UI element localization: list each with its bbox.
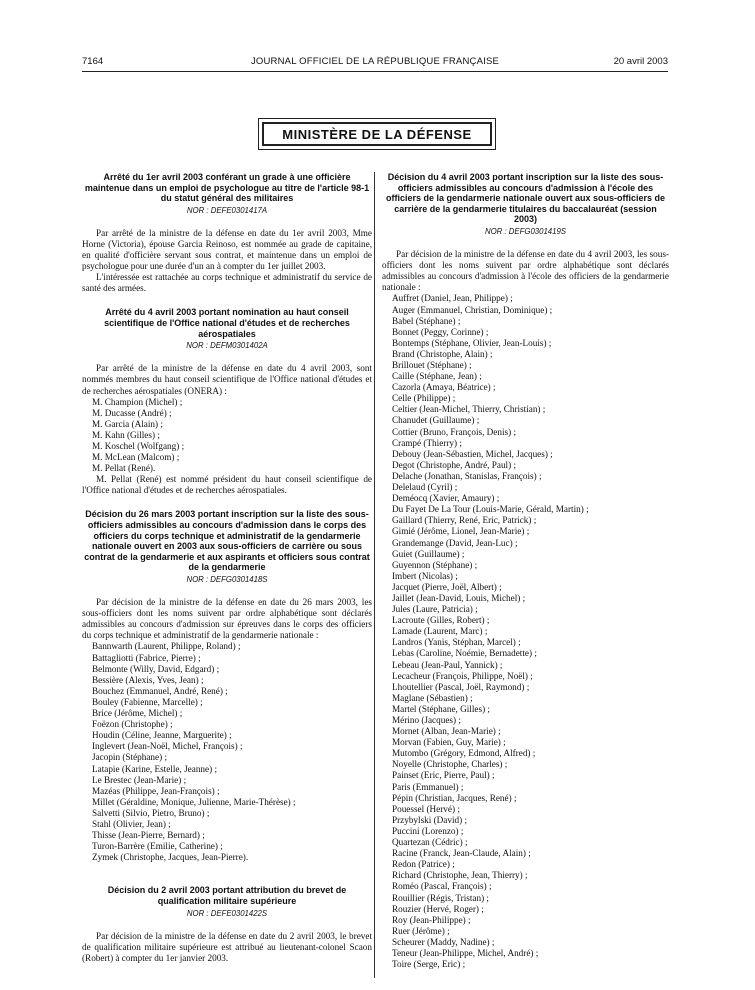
publication-date: 20 avril 2003 — [613, 56, 668, 67]
list-item: Lhoutellier (Pascal, Joël, Raymond) ; — [392, 681, 530, 692]
list-item: Salvetti (Silvio, Pietro, Bruno) ; — [92, 807, 210, 818]
list-item: Cazorla (Amaya, Béatrice) ; — [392, 382, 496, 393]
list-item: Mutombo (Grégory, Edmond, Alfred) ; — [392, 748, 536, 759]
list-item: Stahl (Olivier, Jean) ; — [92, 818, 171, 829]
paragraph: L'intéressée est rattachée au corps technique et administratif du service de santé des armées. — [82, 272, 372, 294]
list-item: Bontemps (Stéphane, Olivier, Jean-Louis) ; — [392, 337, 552, 348]
decision-military-qualification — [82, 885, 372, 964]
list-item: Battagliotti (Fabrice, Pierre) ; — [92, 652, 201, 663]
list-item: Racine (Franck, Jean-Claude, Alain) ; — [392, 848, 531, 859]
list-item: Brice (Jérôme, Michel) ; — [92, 708, 183, 719]
list-item: Guyennon (Stéphane) ; — [392, 559, 478, 570]
list-item: Bonnet (Peggy, Corinne) ; — [392, 326, 489, 337]
list-item: Foëzon (Christophe) ; — [92, 719, 173, 730]
list-item: Imbert (Nicolas) ; — [392, 570, 458, 581]
names-list — [382, 293, 669, 970]
list-item: Bouley (Fabienne, Marcelle) ; — [92, 696, 203, 707]
list-item: Delache (Jonathan, Stanislas, François) ; — [392, 470, 542, 481]
list-item: Landros (Yanis, Stéphan, Marcel) ; — [392, 637, 521, 648]
list-item: Le Brestec (Jean-Marie) ; — [92, 774, 187, 785]
list-item: Debouy (Jean-Sébastien, Michel, Jacques) ; — [392, 448, 553, 459]
list-item: Mornet (Alban, Jean-Marie) ; — [392, 726, 501, 737]
list-item: M. Champion (Michel) ; — [92, 396, 183, 407]
nor-reference: NOR : DEFM0301402A — [186, 341, 268, 351]
ministry-box — [258, 118, 496, 150]
list-item: Latapie (Karine, Estelle, Jeanne) ; — [92, 763, 217, 774]
list-item: Turon-Barrère (Emilie, Catherine) ; — [92, 841, 223, 852]
paragraph: M. Pellat (René) est nommé président du haut conseil scientifique de l'Office national d'études et de recherches aérospatiales. — [82, 474, 372, 496]
list-item: Celtier (Jean-Michel, Thierry, Christian) ; — [392, 404, 546, 415]
list-item: Millet (Géraldine, Monique, Julienne, Marie-Thérèse) ; — [92, 796, 296, 807]
section-title: Arrêté du 1er avril 2003 conférant un grade à une officière maintenue dans un emploi de psychologue au titre de l'article 98-1 du statut général des militaires — [84, 172, 370, 204]
list-item: Bessière (Alexis, Yves, Jean) ; — [92, 674, 204, 685]
list-item: Thisse (Jean-Pierre, Bernard) ; — [92, 830, 205, 841]
list-item: Degot (Christophe, André, Paul) ; — [392, 459, 517, 470]
list-item: M. Koschel (Wolfgang) ; — [92, 440, 185, 451]
list-item: Brand (Christophe, Alain) ; — [392, 348, 493, 359]
section-title: Décision du 2 avril 2003 portant attribution du brevet de qualification militaire supérieure — [107, 885, 347, 906]
list-item: Martel (Stéphane, Gilles) ; — [392, 703, 490, 714]
section-title: Arrêté du 4 avril 2003 portant nomination au haut conseil scientifique de l'Office national d'études et de recherches aérospatiales — [104, 307, 350, 339]
paragraph: Par décision de la ministre de la défense en date du 2 avril 2003, le brevet de qualification militaire supérieure est attribué au lieutenant-colonel Scaon (Robert) à compter du 1er janvier 2003. — [82, 930, 372, 963]
list-item: Toire (Serge, Eric) ; — [392, 959, 466, 970]
header-rule — [82, 71, 668, 72]
list-item: Delelaud (Cyril) ; — [392, 482, 458, 493]
decision-officers-school — [382, 172, 669, 970]
list-item: Brillouet (Stéphane) ; — [392, 360, 472, 370]
list-item: Caille (Stéphane, Jean) ; — [392, 371, 482, 382]
page-number: 7164 — [82, 56, 104, 67]
decree-psychologist — [82, 172, 372, 294]
list-item: Pouessel (Hervé) ; — [392, 803, 460, 814]
list-item: Auffret (Daniel, Jean, Philippe) ; — [392, 293, 513, 304]
page-header — [82, 54, 668, 70]
list-item: Grandemange (David, Jean-Luc) ; — [392, 537, 518, 548]
list-item: Belmonte (Willy, David, Edgard) ; — [92, 663, 220, 674]
list-item: Lacroute (Gilles, Robert) ; — [392, 615, 490, 626]
list-item: Deméocq (Xavier, Amaury) ; — [392, 493, 500, 504]
column-divider — [374, 172, 375, 978]
members-list — [82, 397, 372, 475]
decision-technical-corps — [82, 509, 372, 863]
list-item: Redon (Patrice) ; — [392, 859, 455, 870]
list-item: M. Pellat (René). — [92, 463, 156, 474]
list-item: Cottier (Bruno, François, Denis) ; — [392, 426, 517, 437]
list-item: Jacopin (Stéphane) ; — [92, 752, 168, 763]
list-item: Scheurer (Maddy, Nadine) ; — [392, 936, 495, 947]
list-item: Lamade (Laurent, Marc) ; — [392, 626, 488, 637]
list-item: Chanudet (Guillaume) ; — [392, 415, 480, 426]
nor-reference: NOR : DEFG0301418S — [186, 575, 268, 584]
list-item: Puccini (Lorenzo) ; — [392, 825, 464, 836]
list-item: Richard (Christophe, Jean, Thierry) ; — [392, 870, 528, 881]
nor-reference: NOR : DEFE0301417A — [186, 205, 268, 215]
list-item: Gimié (Jérôme, Lionel, Jean-Marie) ; — [392, 526, 530, 537]
nor-reference: NOR : DEFE0301422S — [186, 908, 268, 918]
list-item: Roy (Jean-Philippe) ; — [392, 914, 471, 925]
list-item: Pépin (Christian, Jacques, René) ; — [392, 792, 517, 803]
list-item: Inglevert (Jean-Noël, Michel, François) ; — [92, 741, 243, 752]
paragraph: Par arrêté de la ministre de la défense en date du 1er avril 2003, Mme Horne (Victoria), épouse Garcia Reinoso, est nommée au grade de capitaine, en qualité d'officière servant sous contrat, et maintenue dans un emploi de psychologue pour une durée d'un an à compter du 1er juillet 2003. — [82, 227, 372, 272]
list-item: Morvan (Fabien, Guy, Marie) ; — [392, 737, 506, 748]
paragraph: Par arrêté de la ministre de la défense en date du 4 avril 2003, sont nommés membres du haut conseil scientifique de l'Office national d'études et de recherches aérospatiales (ONERA) : — [82, 363, 372, 396]
list-item: Du Fayet De La Tour (Louis-Marie, Gérald, Martin) ; — [392, 504, 589, 515]
list-item: Houdin (Céline, Jeanne, Marguerite) ; — [92, 730, 232, 741]
list-item: Noyelle (Christophe, Charles) ; — [392, 759, 508, 770]
list-item: Teneur (Jean-Philippe, Michel, André) ; — [392, 947, 539, 958]
list-item: Bouchez (Emmanuel, André, René) ; — [92, 685, 228, 696]
list-item: Lecacheur (François, Philippe, Noël) ; — [392, 670, 533, 681]
list-item: M. Garcia (Alain) ; — [92, 418, 163, 429]
list-item: Quartezan (Cédric) ; — [392, 837, 468, 848]
list-item: Przybylski (David) ; — [392, 814, 468, 825]
list-item: Roméo (Pascal, François) ; — [392, 881, 492, 892]
list-item: Mérino (Jacques) ; — [392, 715, 461, 725]
list-item: Bannwarth (Laurent, Philippe, Roland) ; — [92, 641, 241, 652]
right-column — [382, 172, 669, 970]
nor-reference: NOR : DEFG0301419S — [484, 226, 567, 236]
section-title: Décision du 4 avril 2003 portant inscription sur la liste des sous-officiers admissibles au concours d'admission à l'école des officiers de la gendarmerie nationale ouvert aux sous-officiers de carrière de la gendarmerie titulaires du baccalauréat (session 2003) — [385, 172, 666, 225]
journal-title: JOURNAL OFFICIEL DE LA RÉPUBLIQUE FRANÇAISE — [250, 56, 500, 67]
list-item: Crampé (Thierry) ; — [392, 437, 462, 448]
list-item: Rouillier (Régis, Tristan) ; — [392, 892, 489, 903]
list-item: Mazéas (Philippe, Jean-François) ; — [92, 785, 220, 796]
list-item: Lebas (Caroline, Noémie, Bernadette) ; — [392, 648, 537, 659]
paragraph: Par décision de la ministre de la défense en date du 4 avril 2003, les sous-officiers dont les noms suivent par ordre alphabétique sont déclarés admissibles au concours d'admission à l'école des officiers de la gendarmerie nationale : — [382, 249, 669, 293]
list-item: Gaillard (Thierry, René, Eric, Patrick) ; — [392, 515, 537, 526]
list-item: Ruer (Jérôme) ; — [392, 925, 450, 936]
list-item: Zymek (Christophe, Jacques, Jean-Pierre). — [92, 852, 249, 863]
list-item: Auger (Emmanuel, Christian, Dominique) ; — [392, 304, 553, 315]
list-item: Rouzier (Hervé, Roger) ; — [392, 903, 484, 914]
list-item: Painset (Eric, Pierre, Paul) ; — [392, 770, 495, 781]
paragraph: Par décision de la ministre de la défense en date du 26 mars 2003, les sous-officiers dont les noms suivent par ordre alphabétique sont déclarés admissibles au concours d'admission sur épreuves dans le corps des officiers du corps technique et administratif de la gendarmerie nationale : — [82, 597, 372, 641]
list-item: Jules (Laure, Patricia) ; — [392, 604, 478, 615]
ministry-title: MINISTÈRE DE LA DÉFENSE — [262, 122, 492, 146]
names-list — [82, 641, 372, 863]
list-item: Guiet (Guillaume) ; — [392, 548, 465, 559]
list-item: M. Ducasse (André) ; — [92, 407, 172, 418]
list-item: Maglane (Sébastien) ; — [392, 692, 473, 703]
decree-onera — [82, 307, 372, 496]
section-title: Décision du 26 mars 2003 portant inscription sur la liste des sous-officiers admissibles au concours d'admission dans le corps des officiers du corps technique et administratif de la gendarmerie nationale ouvert en 2003 aux sous-officiers de carrière ou sous contrat de la gendarmerie et aux aspirants et officiers sous contrat de la gendarmerie — [84, 509, 370, 573]
list-item: Paris (Emmanuel) ; — [392, 781, 464, 792]
list-item: M. Kahn (Gilles) ; — [92, 429, 160, 440]
list-item: Lebeau (Jean-Paul, Yannick) ; — [392, 659, 503, 670]
list-item: Babel (Stéphane) ; — [392, 315, 461, 326]
list-item: Jacquet (Pierre, Joël, Albert) ; — [392, 581, 502, 592]
list-item: Celle (Philippe) ; — [392, 393, 456, 404]
list-item: Jaillet (Jean-David, Louis, Michel) ; — [392, 592, 526, 603]
list-item: M. McLean (Malcom) ; — [92, 452, 180, 463]
left-column — [82, 172, 372, 964]
